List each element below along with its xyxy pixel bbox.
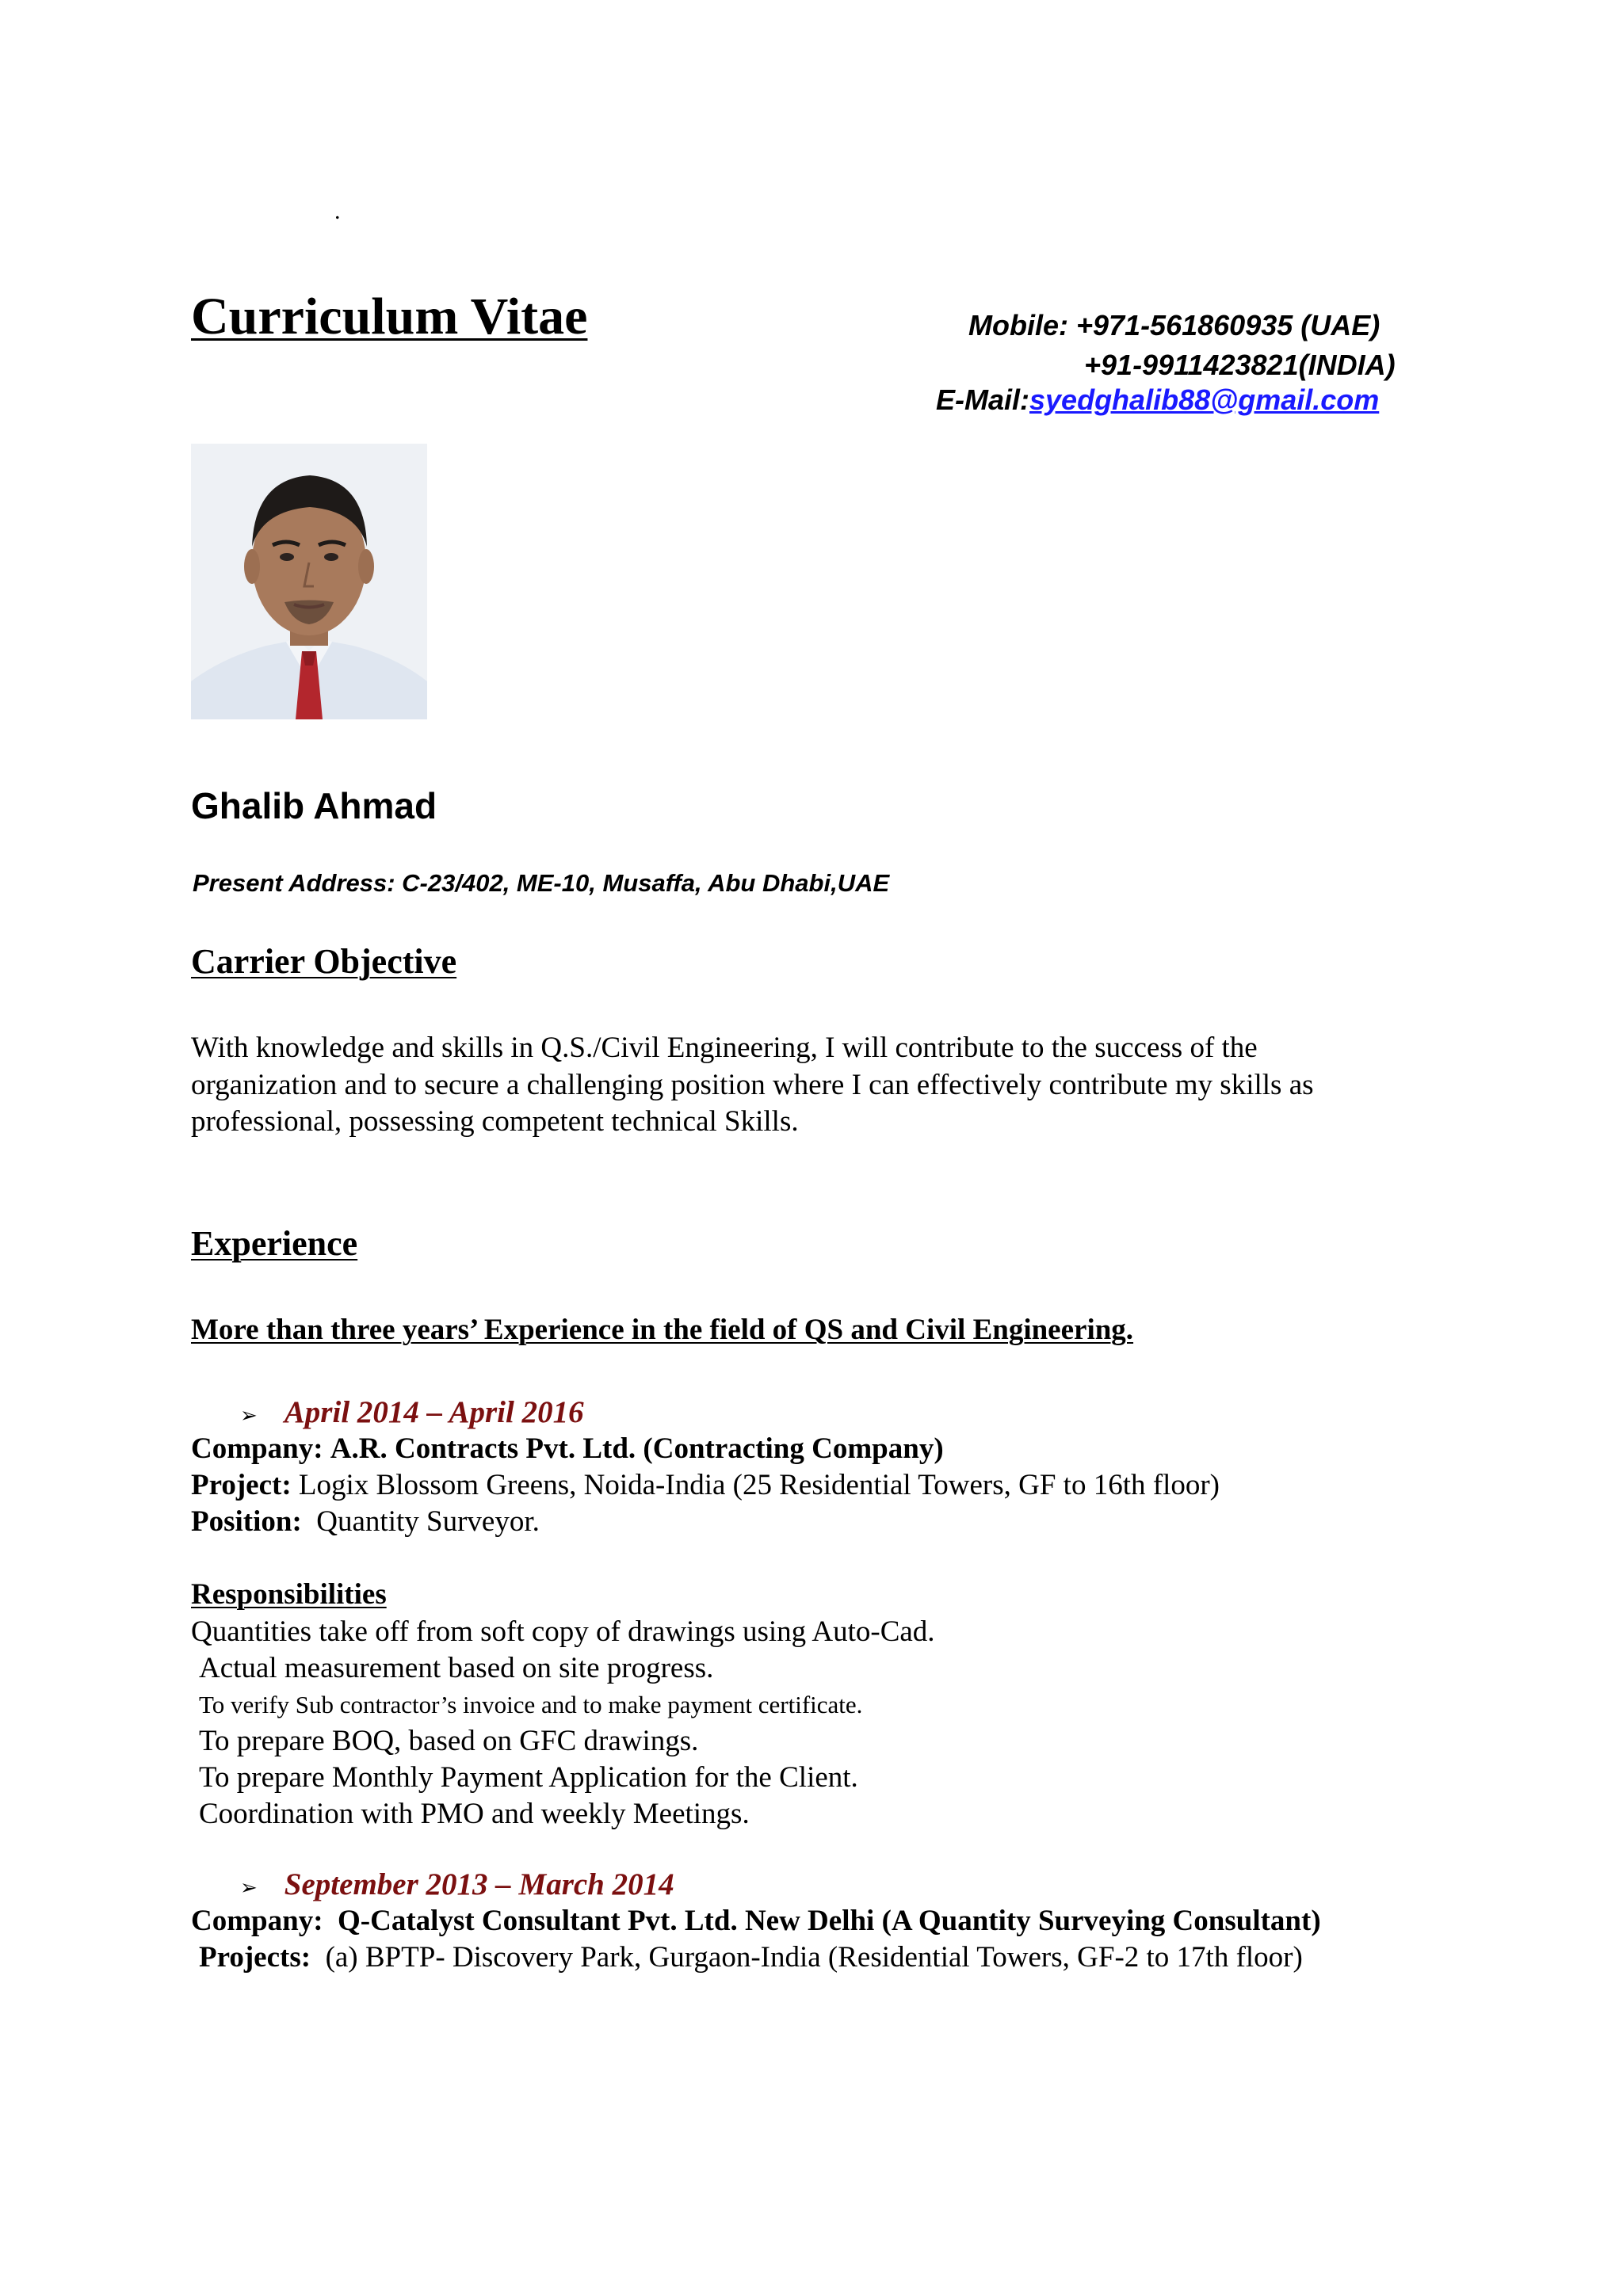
responsibility-item: Coordination with PMO and weekly Meetings. bbox=[199, 1798, 750, 1830]
experience-summary: More than three years’ Experience in the field of QS and Civil Engineering. bbox=[191, 1314, 1134, 1346]
email-link[interactable]: syedghalib88@gmail.com bbox=[1029, 383, 1380, 416]
objective-text bbox=[191, 1030, 1491, 1141]
projects-label: Projects: bbox=[199, 1941, 311, 1974]
job-position bbox=[191, 1504, 540, 1540]
objective-line: professional, possessing competent technical Skills. bbox=[191, 1105, 799, 1138]
responsibility-item: Quantities take off from soft copy of drawings using Auto-Cad. bbox=[191, 1615, 935, 1648]
job-company bbox=[191, 1903, 1321, 1939]
objective-heading: Carrier Objective bbox=[191, 942, 457, 981]
projects-value: (a) BPTP- Discovery Park, Gurgaon-India (Residential Towers, GF-2 to 17th floor) bbox=[325, 1941, 1303, 1974]
responsibility-item: To prepare Monthly Payment Application for the Client. bbox=[199, 1761, 858, 1794]
responsibility-item: Actual measurement based on site progress. bbox=[199, 1652, 714, 1684]
arrow-bullet-icon: ➢ bbox=[240, 1876, 258, 1900]
job-project bbox=[191, 1467, 1220, 1504]
profile-photo bbox=[191, 444, 427, 719]
objective-line: organization and to secure a challenging position where I can effectively contribute my skills as bbox=[191, 1068, 1314, 1101]
responsibilities-heading: Responsibilities bbox=[191, 1578, 387, 1611]
candidate-name: Ghalib Ahmad bbox=[191, 785, 437, 826]
present-address: Present Address: C-23/402, ME-10, Musaffa, Abu Dhabi,UAE bbox=[193, 869, 890, 897]
company-value: Q-Catalyst Consultant Pvt. Ltd. New Delhi (A Quantity Surveying Consultant) bbox=[338, 1905, 1321, 1937]
objective-line: With knowledge and skills in Q.S./Civil Engineering, I will contribute to the success of the bbox=[191, 1032, 1258, 1064]
stray-dot: . bbox=[334, 198, 341, 224]
email-line bbox=[936, 383, 1379, 417]
job-period bbox=[240, 1867, 674, 1902]
company-label: Company: bbox=[191, 1905, 323, 1937]
job-projects bbox=[199, 1939, 1303, 1976]
mobile-uae: Mobile: +971-561860935 (UAE) bbox=[968, 309, 1381, 341]
company-value: A.R. Contracts Pvt. Ltd. (Contracting Company) bbox=[330, 1432, 944, 1465]
arrow-bullet-icon: ➢ bbox=[240, 1404, 258, 1428]
mobile-india: +91-9911423821(INDIA) bbox=[1084, 349, 1396, 381]
project-value: Logix Blossom Greens, Noida-India (25 Residential Towers, GF to 16th floor) bbox=[298, 1469, 1220, 1501]
position-label: Position: bbox=[191, 1505, 302, 1538]
document-title: Curriculum Vitae bbox=[191, 288, 588, 345]
responsibility-item: To prepare BOQ, based on GFC drawings. bbox=[199, 1725, 699, 1757]
email-label: E-Mail: bbox=[936, 383, 1030, 416]
company-label: Company: bbox=[191, 1432, 323, 1465]
job-period-text: April 2014 – April 2016 bbox=[284, 1395, 584, 1429]
job-period-text: September 2013 – March 2014 bbox=[284, 1867, 674, 1901]
responsibility-item: To verify Sub contractor’s invoice and to make payment certificate. bbox=[199, 1691, 863, 1718]
project-label: Project: bbox=[191, 1469, 292, 1501]
position-value: Quantity Surveyor. bbox=[316, 1505, 540, 1538]
profile-photo-image bbox=[191, 444, 427, 719]
job-company bbox=[191, 1431, 944, 1467]
job-period bbox=[240, 1394, 584, 1430]
responsibilities-list bbox=[191, 1614, 935, 1833]
experience-heading: Experience bbox=[191, 1224, 358, 1263]
